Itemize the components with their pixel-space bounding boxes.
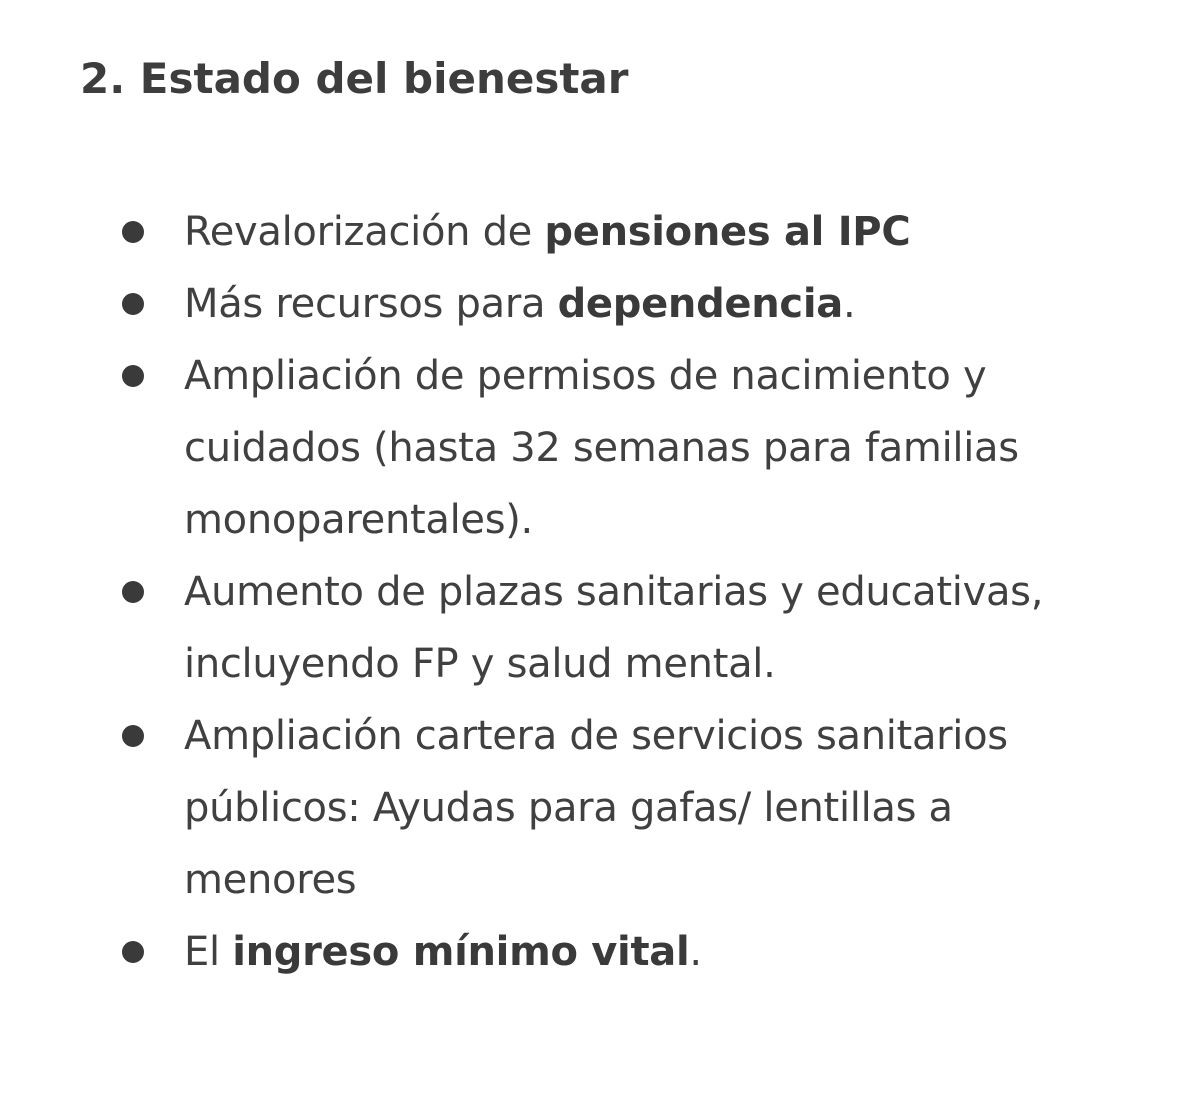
bullet-icon: [122, 725, 144, 747]
list-item: [0, 556, 1104, 700]
item-text: Revalorización de: [184, 209, 545, 255]
bullet-icon: [122, 221, 144, 243]
list-item: [0, 196, 1104, 268]
item-text: Ampliación cartera de servicios sanitarios públicos: Ayudas para gafas/ lentillas a menores: [184, 713, 1008, 903]
bullet-icon: [122, 293, 144, 315]
item-text: Más recursos para: [184, 281, 558, 327]
item-bold-text: dependencia: [557, 281, 843, 327]
item-bold-text: pensiones al IPC: [544, 209, 911, 255]
item-text: Aumento de plazas sanitarias y educativas, incluyendo FP y salud mental.: [184, 569, 1044, 687]
bullet-icon: [122, 581, 144, 603]
item-bold-text: ingreso mínimo vital: [232, 929, 690, 975]
item-text: Ampliación de permisos de nacimiento y cuidados (hasta 32 semanas para familias monoparentales).: [184, 353, 1019, 543]
item-text-end: .: [689, 929, 702, 975]
item-text-end: .: [842, 281, 856, 327]
bullet-list: [0, 196, 1179, 988]
list-item: [0, 340, 1104, 556]
section-heading: 2. Estado del bienestar: [80, 54, 629, 103]
list-item: [0, 916, 1104, 988]
bullet-icon: [122, 941, 144, 963]
list-item: [0, 268, 1104, 340]
item-text: El: [184, 929, 233, 975]
bullet-icon: [122, 365, 144, 387]
list-item: [0, 700, 1104, 916]
